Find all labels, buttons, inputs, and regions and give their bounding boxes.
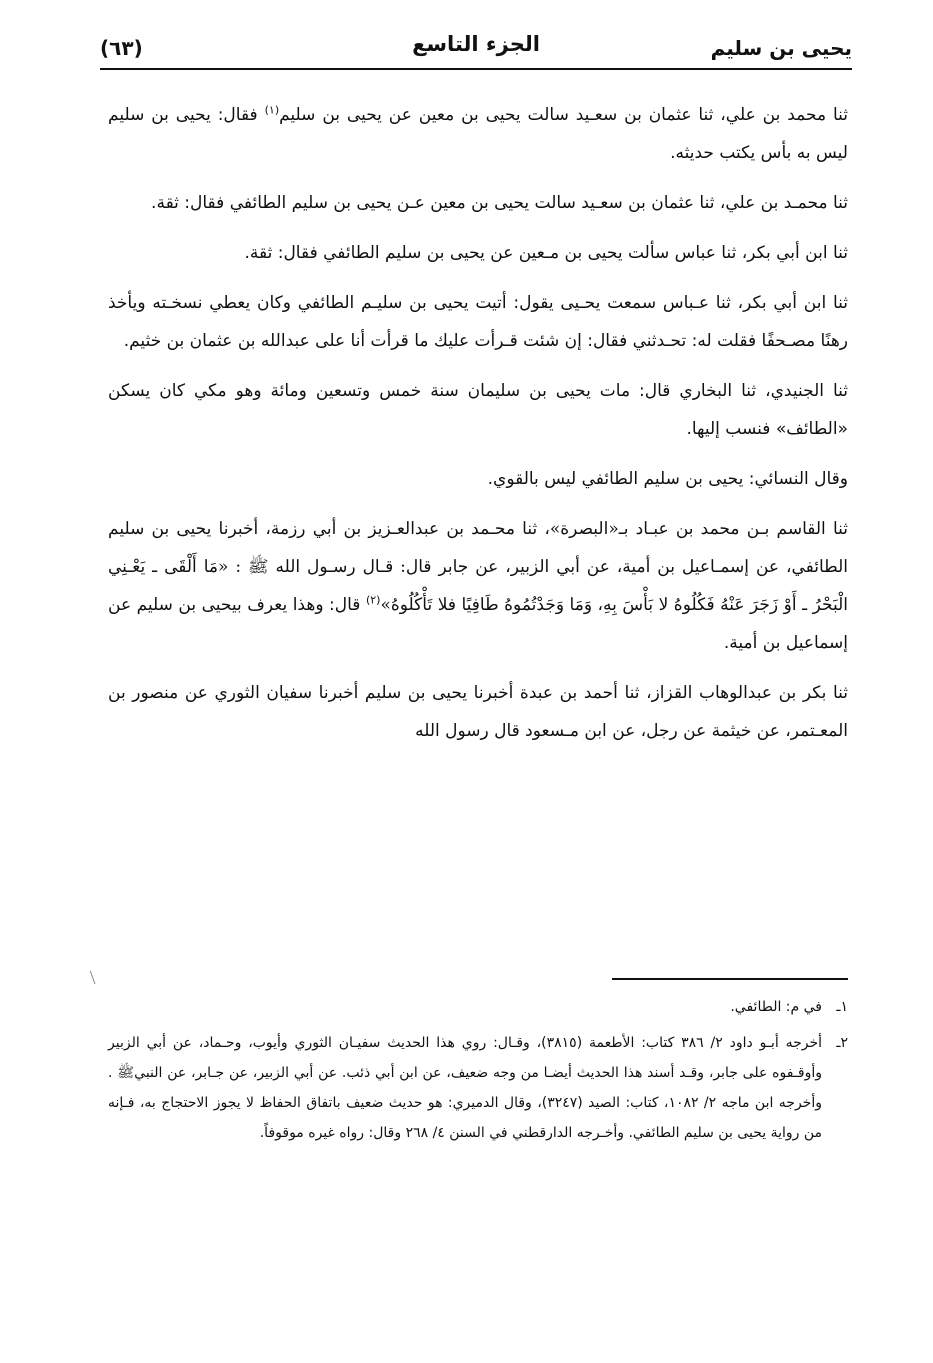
paragraph-text: ثنا محمد بن علي، ثنا عثمان بن سعـيد سالت يحيى بن معين عن يحيى بن سليم <box>279 105 848 125</box>
main-text <box>108 96 848 762</box>
running-header <box>100 30 852 66</box>
footnote-ref: (١) <box>264 103 280 117</box>
paragraph: ثنا محمـد بن علي، ثنا عثمان بن سعـيد سالت يحيى بن معين عـن يحيى بن سليم الطائفي فقال: ثقة. <box>151 193 848 213</box>
paragraph <box>108 510 848 662</box>
paragraph: ثنا بكر بن عبدالوهاب القزاز، ثنا أحمد بن عبدة أخبرنا يحيى بن سليم أخبرنا سفيان الثوري عن منصور بن المعـتمر، عن خيثمة عن رجل، عن ابن مـسعود قال رسول الله <box>108 683 848 741</box>
paragraph: ثنا ابن أبي بكر، ثنا عـباس سمعت يحـيى يقول: أتيت يحيى بن سليـم الطائفي وكان يعطي نسخـته ويأخذ رهنًا مصـحفًا فقلت له: تحـدثني فقال: إن شئت قـرأت عليك ما قرأت أنا على عبدالله بن عثمان بن خثيم. <box>108 293 848 351</box>
header-rule <box>100 68 852 70</box>
footnote-number: ٢ـ <box>836 1035 848 1051</box>
footnote <box>108 1028 848 1148</box>
footnote-text: أخرجه أبـو داود ٢/ ٣٨٦ كتاب: الأطعمة (٣٨١٥)، وقـال: روي هذا الحديث سفيـان الثوري وأيوب، وحـماد، عن أبي الزبير وأوقـفوه على جابر، وقـد أسند هذا الحديث أيضـا من وجه ضعيف، عن ابن أبي ذئب. عن أبي الزبير، عن جـابر، عن النبيﷺ . وأخرجه ابن ماجه ٢/ ١٠٨٢، كتاب: الصيد (٣٢٤٧)، وقال الدميري: هو حديث ضعيف باتفاق الحفاظ لا يجوز الاحتجاج به، فـإنه من رواية يحيى بن سليم الطائفي. وأخـرجه الدارقطني في السنن ٤/ ٢٦٨ وقال: رواه غيره موقوفاً. <box>108 1035 823 1141</box>
paragraph-text: ثنا القاسم بـن محمد بن عبـاد بـ«البصرة»، ثنا محـمد بن عبدالعـزيز بن أبي رزمة، أخبرنا يحيى بن سليم الطائفي، عن إسمـاعيل بن أمية، عن أبي الزبير، عن جابر قال: قـال رسـول الله ﷺ : «مَا أَلْقَى ـ يَعْـنِي الْبَحْرُ ـ أَوْ زَجَرَ عَنْهُ فَكُلُوهُ لا بَأْسَ بِهِ، وَمَا وَجَدْتُمُوهُ طَافِيًا فلا تَأْكُلُوهُ» <box>108 519 848 615</box>
paragraph-text-continued: قال: وهذا يعرف بيحيى بن سليم عن إسماعيل بن أمية. <box>108 595 848 653</box>
footnote <box>108 992 848 1022</box>
footnote-ref: (٢) <box>365 593 381 607</box>
header-entry-name: يحيى بن سليم <box>710 36 852 60</box>
paragraph: وقال النسائي: يحيى بن سليم الطائفي ليس بالقوي. <box>487 469 848 489</box>
paragraph: ثنا ابن أبي بكر، ثنا عباس سألت يحيى بن مـعين عن يحيى بن سليم الطائفي فقال: ثقة. <box>244 243 848 263</box>
paragraph <box>108 96 848 172</box>
paragraph-text-continued: فقال: يحيى بن سليم ليس به بأس يكتب حديثه. <box>108 105 848 163</box>
footnote-text: في م: الطائفي. <box>730 999 822 1015</box>
page-number: (٦٣) <box>100 36 143 60</box>
footnote-rule <box>612 978 848 980</box>
footnotes <box>108 992 848 1154</box>
footnote-number: ١ـ <box>836 999 848 1015</box>
header-volume: الجزء التاسع <box>412 32 540 56</box>
scan-mark <box>90 970 98 984</box>
paragraph: ثنا الجنيدي، ثنا البخاري قال: مات يحيى بن سليمان سنة خمس وتسعين ومائة وهو مكي كان يسكن «الطائف» فنسب إليها. <box>108 381 848 439</box>
